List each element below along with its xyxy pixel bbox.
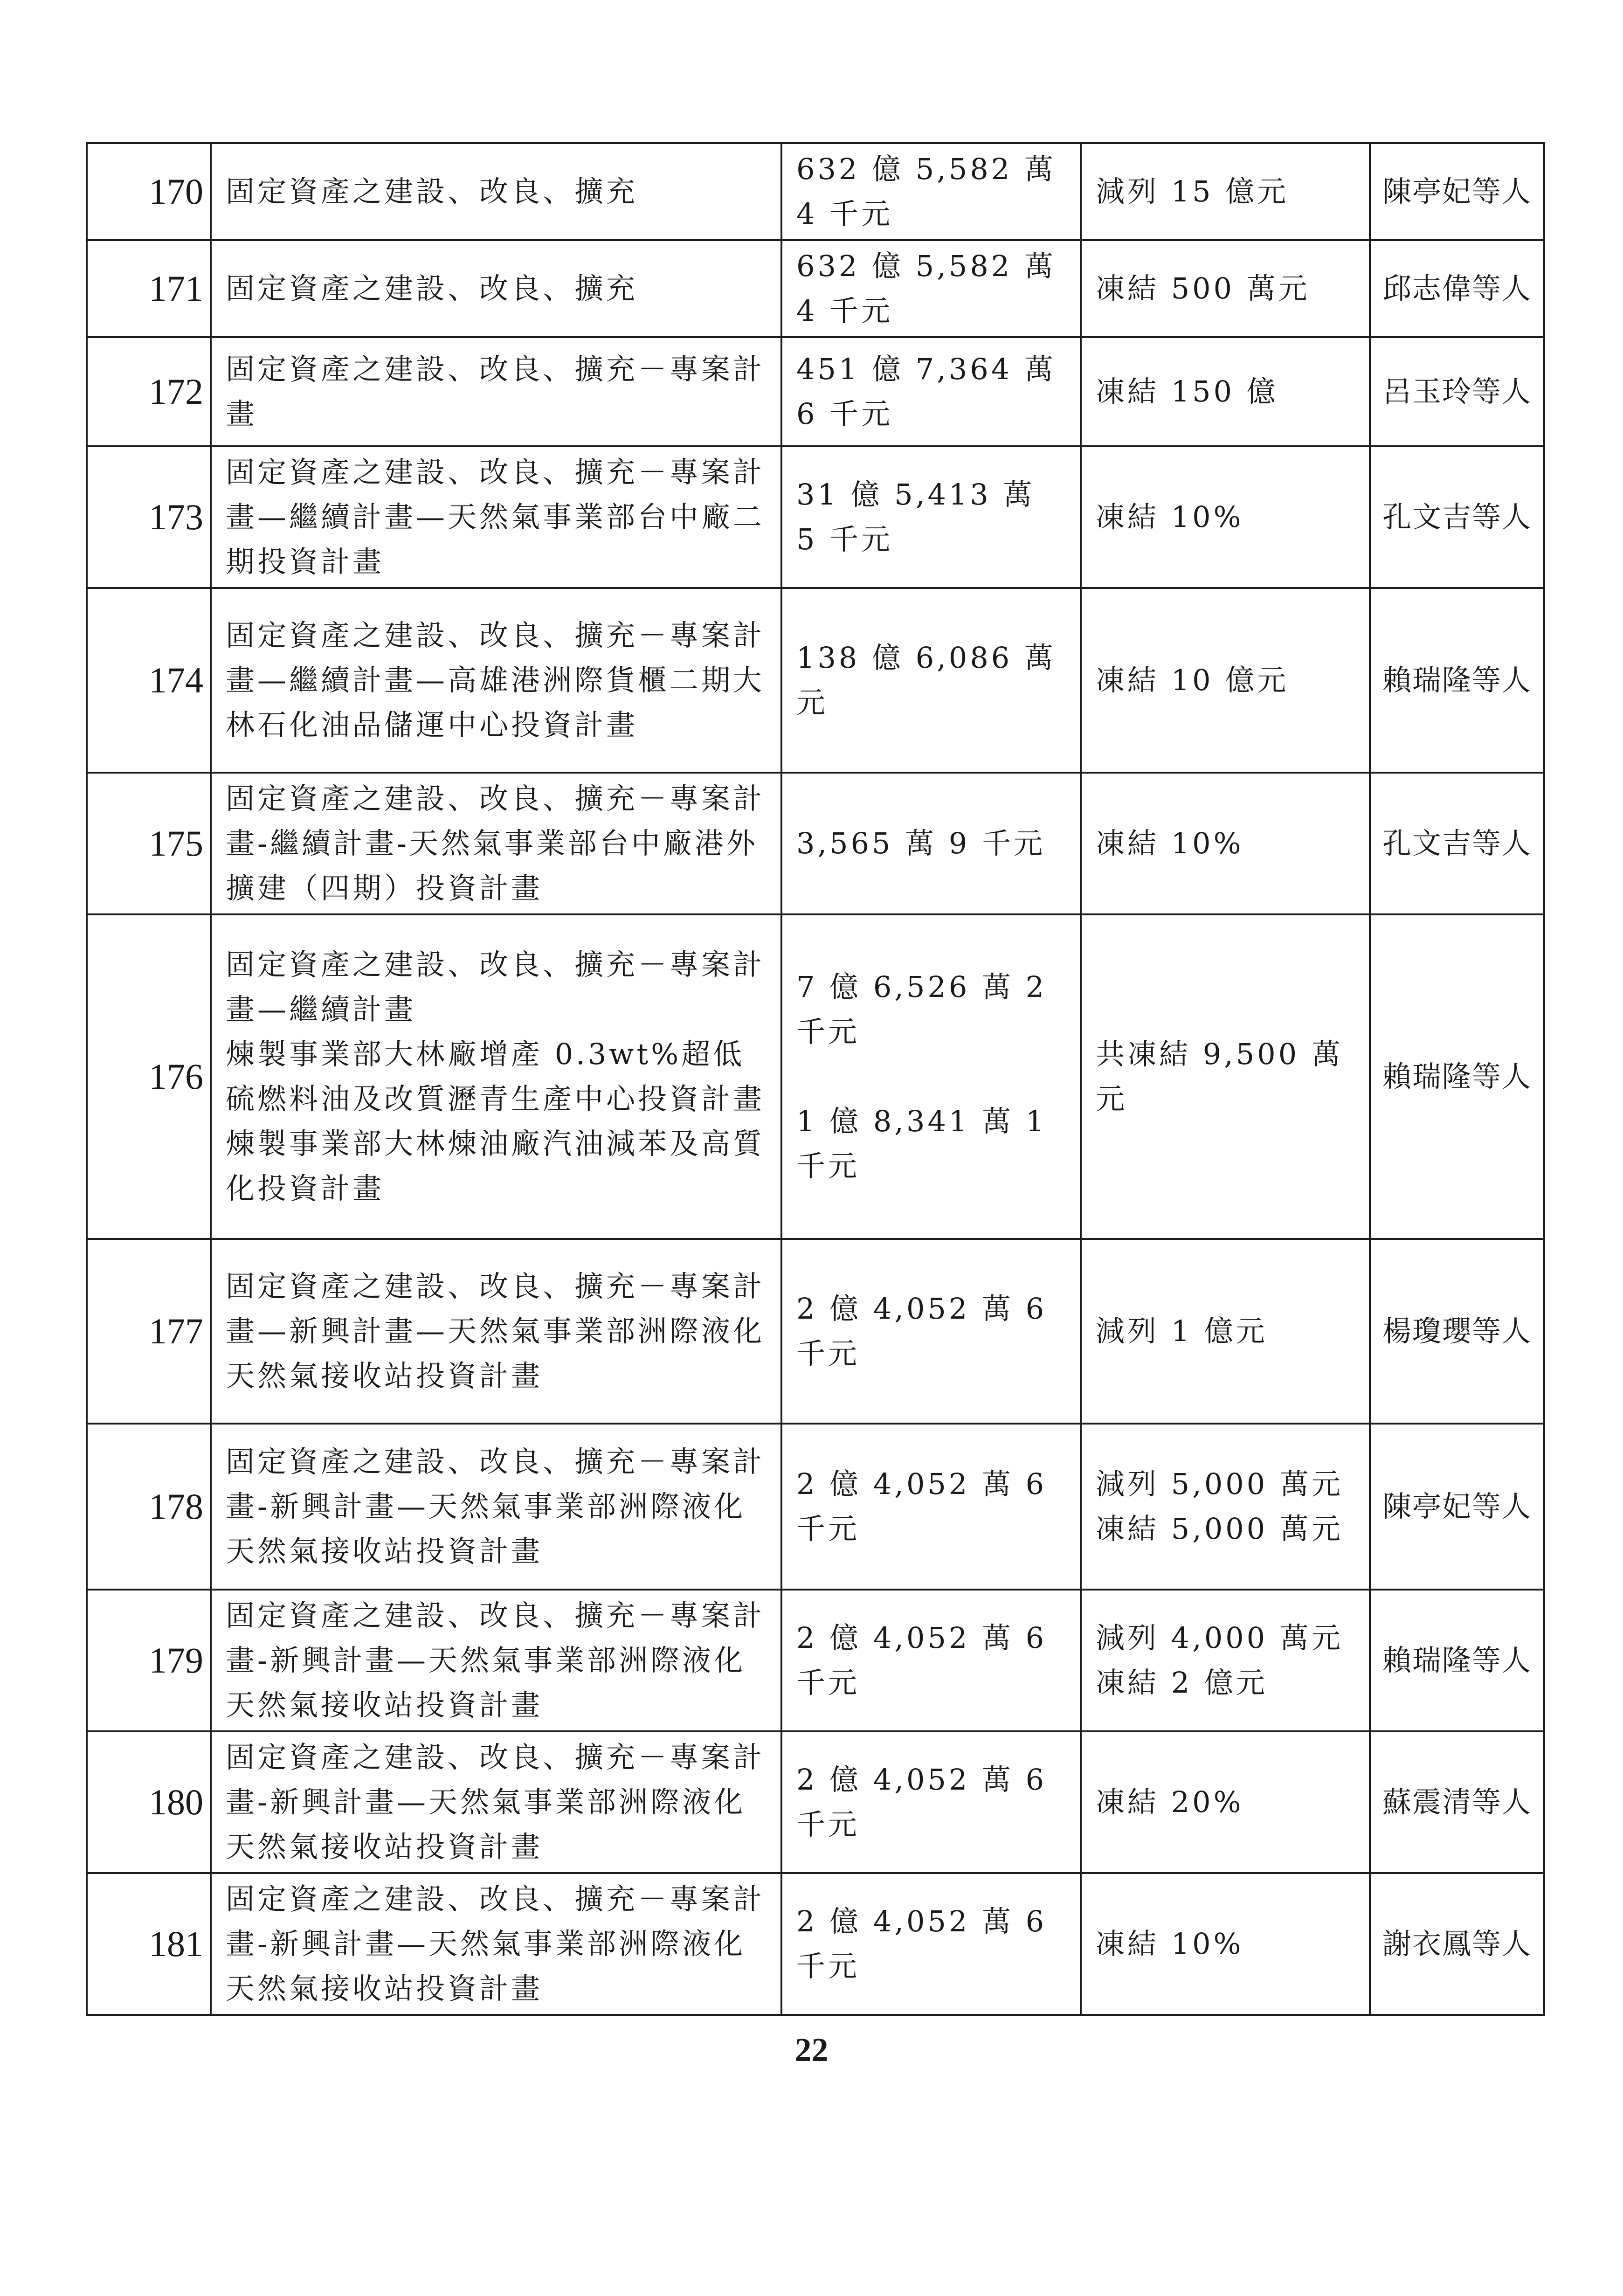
text-line: 凍結 10% xyxy=(1096,1927,1244,1961)
text-line: 固定資產之建設、改良、擴充－專案計畫—繼續計畫 xyxy=(226,947,765,1026)
budget-item-cell xyxy=(211,914,781,1239)
text-line: 煉製事業部大林廠增產 0.3wt%超低硫燃料油及改質瀝青生產中心投資計畫 xyxy=(226,1037,765,1116)
spacer xyxy=(796,1054,1066,1099)
text-line: 632 億 5,582 萬 4 千元 xyxy=(796,249,1056,328)
text-line: 固定資產之建設、改良、擴充－專案計畫 xyxy=(226,352,765,431)
proposer-cell: 孔文吉等人 xyxy=(1370,446,1544,588)
amount-cell xyxy=(781,1239,1081,1424)
proposer-cell: 孔文吉等人 xyxy=(1370,773,1544,914)
text-line: 固定資產之建設、改良、擴充－專案計畫-繼續計畫-天然氣事業部台中廠港外擴建（四期）投資計畫 xyxy=(226,781,765,905)
row-number: 172 xyxy=(87,337,211,446)
text-line: 固定資產之建設、改良、擴充 xyxy=(226,271,638,305)
budget-item-cell xyxy=(211,588,781,773)
budget-item-cell xyxy=(211,446,781,588)
amount-cell xyxy=(781,773,1081,914)
amount-cell xyxy=(781,588,1081,773)
text-line: 2 億 4,052 萬 6 千元 xyxy=(796,1621,1047,1700)
table-row xyxy=(87,914,1544,1239)
budget-item-cell xyxy=(211,337,781,446)
budget-item-cell xyxy=(211,1590,781,1731)
row-number: 177 xyxy=(87,1239,211,1424)
text-line: 1 億 8,341 萬 1 千元 xyxy=(796,1104,1047,1183)
amount-cell xyxy=(781,240,1081,337)
row-number: 175 xyxy=(87,773,211,914)
text-line: 451 億 7,364 萬 6 千元 xyxy=(796,352,1056,431)
amount-cell xyxy=(781,337,1081,446)
text-line: 固定資產之建設、改良、擴充－專案計畫—繼續計畫—高雄港洲際貨櫃二期大林石化油品儲運中心投資計畫 xyxy=(226,618,765,742)
budget-proposal-table xyxy=(86,142,1545,2016)
proposer-cell: 呂玉玲等人 xyxy=(1370,337,1544,446)
row-number: 180 xyxy=(87,1731,211,1873)
table-row xyxy=(87,1590,1544,1731)
budget-item-cell xyxy=(211,1873,781,2015)
text-line: 2 億 4,052 萬 6 千元 xyxy=(796,1467,1047,1546)
text-line: 固定資產之建設、改良、擴充－專案計畫-新興計畫—天然氣事業部洲際液化天然氣接收站投資計畫 xyxy=(226,1445,765,1568)
text-line: 凍結 10 億元 xyxy=(1096,663,1289,697)
text-line: 固定資產之建設、改良、擴充－專案計畫-新興計畫—天然氣事業部洲際液化天然氣接收站投資計畫 xyxy=(226,1740,765,1864)
row-number: 181 xyxy=(87,1873,211,2015)
table-row xyxy=(87,1873,1544,2015)
text-line: 固定資產之建設、改良、擴充－專案計畫—繼續計畫—天然氣事業部台中廠二期投資計畫 xyxy=(226,455,765,579)
text-line: 固定資產之建設、改良、擴充－專案計畫-新興計畫—天然氣事業部洲際液化天然氣接收站投資計畫 xyxy=(226,1598,765,1722)
proposer-cell: 邱志偉等人 xyxy=(1370,240,1544,337)
budget-item-cell xyxy=(211,773,781,914)
text-line: 共凍結 9,500 萬元 xyxy=(1096,1037,1343,1116)
action-cell xyxy=(1081,143,1370,240)
table-row xyxy=(87,1424,1544,1590)
proposer-cell: 賴瑞隆等人 xyxy=(1370,588,1544,773)
text-line: 固定資產之建設、改良、擴充－專案計畫—新興計畫—天然氣事業部洲際液化天然氣接收站投資計畫 xyxy=(226,1269,765,1393)
proposer-cell: 楊瓊瓔等人 xyxy=(1370,1239,1544,1424)
table-row xyxy=(87,240,1544,337)
text-line: 固定資產之建設、改良、擴充－專案計畫-新興計畫—天然氣事業部洲際液化天然氣接收站投資計畫 xyxy=(226,1882,765,2006)
amount-cell xyxy=(781,143,1081,240)
row-number: 173 xyxy=(87,446,211,588)
text-line: 減列 5,000 萬元 xyxy=(1096,1467,1343,1501)
text-line: 凍結 10% xyxy=(1096,826,1244,860)
amount-cell xyxy=(781,446,1081,588)
amount-cell xyxy=(781,914,1081,1239)
text-line: 凍結 500 萬元 xyxy=(1096,271,1310,305)
budget-item-cell xyxy=(211,1424,781,1590)
action-cell xyxy=(1081,1590,1370,1731)
row-number: 178 xyxy=(87,1424,211,1590)
text-line: 凍結 2 億元 xyxy=(1096,1666,1268,1700)
action-cell xyxy=(1081,914,1370,1239)
action-cell xyxy=(1081,240,1370,337)
text-line: 2 億 4,052 萬 6 千元 xyxy=(796,1763,1047,1841)
text-line: 7 億 6,526 萬 2 千元 xyxy=(796,970,1047,1049)
proposer-cell: 賴瑞隆等人 xyxy=(1370,1590,1544,1731)
text-line: 凍結 150 億 xyxy=(1096,374,1278,408)
text-line: 凍結 5,000 萬元 xyxy=(1096,1512,1343,1546)
action-cell xyxy=(1081,1239,1370,1424)
table-row xyxy=(87,773,1544,914)
proposer-cell: 陳亭妃等人 xyxy=(1370,1424,1544,1590)
action-cell xyxy=(1081,588,1370,773)
text-line: 減列 1 億元 xyxy=(1096,1314,1268,1348)
row-number: 170 xyxy=(87,143,211,240)
action-cell xyxy=(1081,446,1370,588)
table-row xyxy=(87,143,1544,240)
table-row xyxy=(87,1239,1544,1424)
budget-item-cell xyxy=(211,143,781,240)
action-cell xyxy=(1081,1424,1370,1590)
action-cell xyxy=(1081,1731,1370,1873)
row-number: 179 xyxy=(87,1590,211,1731)
budget-item-cell xyxy=(211,1731,781,1873)
table-row xyxy=(87,1731,1544,1873)
text-line: 減列 15 億元 xyxy=(1096,174,1289,208)
proposer-cell: 賴瑞隆等人 xyxy=(1370,914,1544,1239)
text-line: 2 億 4,052 萬 6 千元 xyxy=(796,1904,1047,1983)
text-line: 2 億 4,052 萬 6 千元 xyxy=(796,1292,1047,1370)
proposer-cell: 謝衣鳳等人 xyxy=(1370,1873,1544,2015)
table-body xyxy=(87,143,1544,2015)
text-line: 31 億 5,413 萬 5 千元 xyxy=(796,477,1035,556)
action-cell xyxy=(1081,773,1370,914)
row-number: 174 xyxy=(87,588,211,773)
table-row xyxy=(87,337,1544,446)
budget-item-cell xyxy=(211,1239,781,1424)
action-cell xyxy=(1081,1873,1370,2015)
proposer-cell: 陳亭妃等人 xyxy=(1370,143,1544,240)
budget-item-cell xyxy=(211,240,781,337)
table-row xyxy=(87,588,1544,773)
row-number: 171 xyxy=(87,240,211,337)
action-cell xyxy=(1081,337,1370,446)
amount-cell xyxy=(781,1731,1081,1873)
text-line: 凍結 10% xyxy=(1096,500,1244,534)
amount-cell xyxy=(781,1590,1081,1731)
text-line: 凍結 20% xyxy=(1096,1785,1244,1819)
amount-cell xyxy=(781,1424,1081,1590)
row-number: 176 xyxy=(87,914,211,1239)
text-line: 3,565 萬 9 千元 xyxy=(796,826,1046,860)
text-line: 固定資產之建設、改良、擴充 xyxy=(226,174,638,208)
text-line: 632 億 5,582 萬 4 千元 xyxy=(796,152,1056,231)
page-number: 22 xyxy=(794,2031,829,2068)
text-line: 138 億 6,086 萬元 xyxy=(796,641,1056,719)
text-line: 減列 4,000 萬元 xyxy=(1096,1621,1343,1655)
amount-cell xyxy=(781,1873,1081,2015)
table-row xyxy=(87,446,1544,588)
proposer-cell: 蘇震清等人 xyxy=(1370,1731,1544,1873)
text-line: 煉製事業部大林煉油廠汽油減苯及高質化投資計畫 xyxy=(226,1127,765,1205)
